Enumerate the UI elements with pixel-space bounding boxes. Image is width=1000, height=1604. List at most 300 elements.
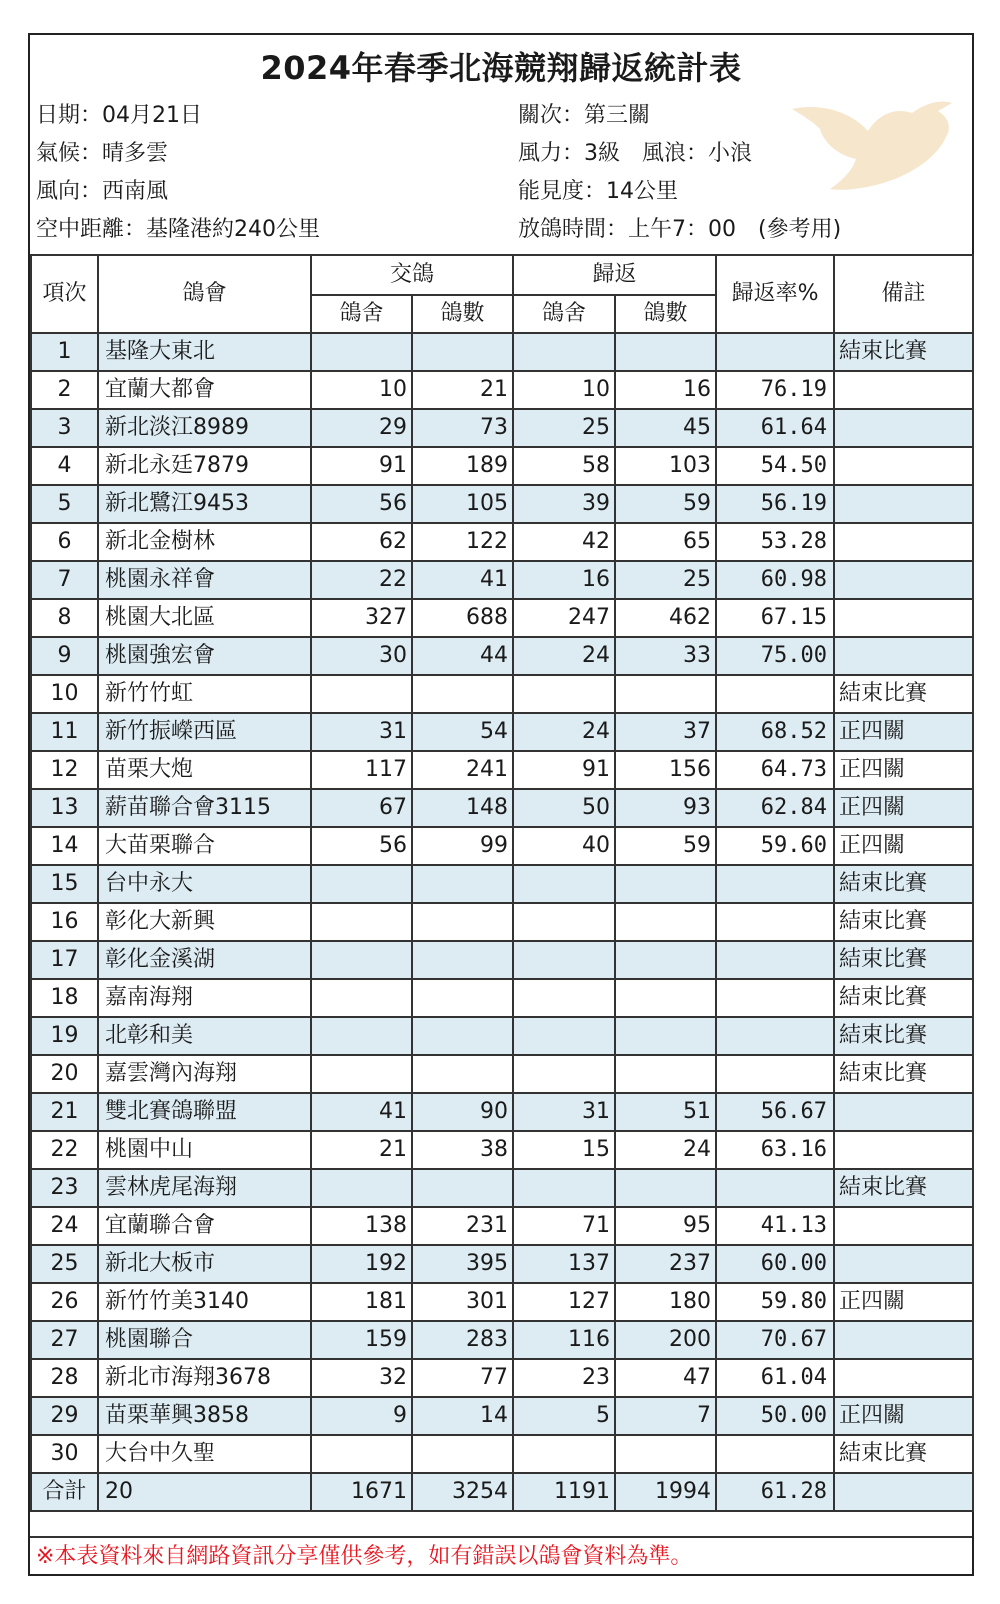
row-returned-birds: 7 [615, 1397, 716, 1435]
table-row [31, 789, 973, 827]
table-row [31, 1321, 973, 1359]
row-returned-birds: 156 [615, 751, 716, 789]
header-returned: 歸返 [513, 255, 716, 295]
header-rate: 歸返率% [716, 255, 834, 333]
row-returned-lofts [513, 1055, 615, 1093]
table-row [31, 979, 973, 1017]
table-row [31, 1245, 973, 1283]
row-sent-lofts: 32 [311, 1359, 412, 1397]
total-rate: 61.28 [716, 1473, 834, 1511]
row-sent-lofts: 21 [311, 1131, 412, 1169]
row-returned-birds: 93 [615, 789, 716, 827]
row-returned-birds: 45 [615, 409, 716, 447]
row-sent-lofts: 29 [311, 409, 412, 447]
row-sent-lofts: 327 [311, 599, 412, 637]
total-label: 合計 [31, 1473, 98, 1511]
row-note [834, 1207, 973, 1245]
row-index: 26 [31, 1283, 98, 1321]
table-row [31, 827, 973, 865]
row-rate: 56.67 [716, 1093, 834, 1131]
total-sent-lofts: 1671 [311, 1473, 412, 1511]
row-index: 21 [31, 1093, 98, 1131]
row-sent-birds: 77 [412, 1359, 513, 1397]
table-row [31, 865, 973, 903]
row-club: 桃園大北區 [98, 599, 311, 637]
table-row [31, 409, 973, 447]
row-sent-lofts [311, 675, 412, 713]
header-sent-birds: 鴿數 [412, 295, 513, 333]
row-index: 16 [31, 903, 98, 941]
row-sent-birds: 395 [412, 1245, 513, 1283]
row-returned-lofts: 24 [513, 713, 615, 751]
row-sent-birds: 90 [412, 1093, 513, 1131]
row-returned-lofts: 42 [513, 523, 615, 561]
row-club: 桃園永祥會 [98, 561, 311, 599]
row-note: 結束比賽 [834, 333, 973, 371]
row-sent-lofts [311, 1055, 412, 1093]
returns-table [30, 254, 974, 1512]
row-returned-lofts: 23 [513, 1359, 615, 1397]
row-sent-birds: 688 [412, 599, 513, 637]
row-sent-birds: 148 [412, 789, 513, 827]
row-sent-birds [412, 675, 513, 713]
row-sent-lofts: 91 [311, 447, 412, 485]
row-rate: 60.00 [716, 1245, 834, 1283]
row-sent-lofts [311, 865, 412, 903]
row-rate: 75.00 [716, 637, 834, 675]
row-club: 新竹竹虹 [98, 675, 311, 713]
row-returned-birds: 37 [615, 713, 716, 751]
table-row [31, 371, 973, 409]
table-row [31, 1435, 973, 1473]
table-row [31, 941, 973, 979]
row-rate: 64.73 [716, 751, 834, 789]
row-returned-birds [615, 1169, 716, 1207]
row-returned-lofts: 127 [513, 1283, 615, 1321]
row-note: 結束比賽 [834, 903, 973, 941]
row-returned-birds [615, 1435, 716, 1473]
row-rate: 50.00 [716, 1397, 834, 1435]
row-returned-birds: 237 [615, 1245, 716, 1283]
row-note [834, 599, 973, 637]
info-visibility: 能見度：14公里 [518, 179, 678, 204]
row-rate [716, 675, 834, 713]
row-club: 新北金樹林 [98, 523, 311, 561]
row-sent-lofts: 41 [311, 1093, 412, 1131]
table-row [31, 1131, 973, 1169]
row-returned-birds [615, 941, 716, 979]
table-row [31, 1017, 973, 1055]
row-sent-lofts: 159 [311, 1321, 412, 1359]
row-returned-birds: 200 [615, 1321, 716, 1359]
row-note [834, 371, 973, 409]
table-row [31, 333, 973, 371]
row-returned-lofts: 58 [513, 447, 615, 485]
row-returned-lofts: 71 [513, 1207, 615, 1245]
table-row [31, 751, 973, 789]
row-returned-birds [615, 675, 716, 713]
row-index: 2 [31, 371, 98, 409]
row-note: 正四關 [834, 1397, 973, 1435]
row-rate: 61.04 [716, 1359, 834, 1397]
row-club: 桃園強宏會 [98, 637, 311, 675]
row-rate: 60.98 [716, 561, 834, 599]
row-club: 新北鷺江9453 [98, 485, 311, 523]
row-index: 28 [31, 1359, 98, 1397]
row-rate [716, 903, 834, 941]
row-club: 台中永大 [98, 865, 311, 903]
row-returned-lofts [513, 1017, 615, 1055]
row-sent-birds: 99 [412, 827, 513, 865]
total-returned-birds: 1994 [615, 1473, 716, 1511]
row-sent-birds [412, 979, 513, 1017]
row-returned-birds: 16 [615, 371, 716, 409]
row-sent-lofts: 192 [311, 1245, 412, 1283]
row-sent-lofts: 30 [311, 637, 412, 675]
info-distance: 空中距離：基隆港約240公里 [36, 217, 320, 242]
row-club: 嘉南海翔 [98, 979, 311, 1017]
row-index: 13 [31, 789, 98, 827]
row-index: 30 [31, 1435, 98, 1473]
row-note: 結束比賽 [834, 1169, 973, 1207]
row-note [834, 409, 973, 447]
row-returned-birds: 33 [615, 637, 716, 675]
row-returned-birds: 25 [615, 561, 716, 599]
table-body [31, 333, 973, 1473]
row-sent-birds [412, 903, 513, 941]
row-rate: 59.80 [716, 1283, 834, 1321]
row-index: 6 [31, 523, 98, 561]
row-sent-birds [412, 1055, 513, 1093]
header-sent: 交鴿 [311, 255, 513, 295]
row-returned-birds: 51 [615, 1093, 716, 1131]
row-note: 結束比賽 [834, 675, 973, 713]
row-rate: 61.64 [716, 409, 834, 447]
row-sent-birds [412, 865, 513, 903]
row-returned-birds: 180 [615, 1283, 716, 1321]
row-sent-lofts: 67 [311, 789, 412, 827]
row-index: 20 [31, 1055, 98, 1093]
row-index: 19 [31, 1017, 98, 1055]
row-sent-birds: 21 [412, 371, 513, 409]
row-rate [716, 865, 834, 903]
row-club: 彰化金溪湖 [98, 941, 311, 979]
row-returned-lofts [513, 333, 615, 371]
row-index: 9 [31, 637, 98, 675]
disclaimer-note: ※本表資料來自網路資訊分享僅供參考，如有錯誤以鴿會資料為準。 [30, 1536, 972, 1574]
row-note [834, 561, 973, 599]
row-sent-birds: 231 [412, 1207, 513, 1245]
total-row [31, 1473, 973, 1511]
row-index: 7 [31, 561, 98, 599]
row-index: 27 [31, 1321, 98, 1359]
row-sent-lofts: 181 [311, 1283, 412, 1321]
row-returned-birds [615, 1055, 716, 1093]
row-note: 結束比賽 [834, 1055, 973, 1093]
row-sent-birds [412, 1435, 513, 1473]
table-row [31, 1207, 973, 1245]
row-club: 新竹振嶸西區 [98, 713, 311, 751]
total-sent-birds: 3254 [412, 1473, 513, 1511]
row-index: 23 [31, 1169, 98, 1207]
row-sent-lofts: 56 [311, 827, 412, 865]
row-returned-birds: 24 [615, 1131, 716, 1169]
row-returned-birds: 47 [615, 1359, 716, 1397]
row-note [834, 637, 973, 675]
row-returned-birds: 103 [615, 447, 716, 485]
table-row [31, 713, 973, 751]
row-sent-birds: 122 [412, 523, 513, 561]
header-index: 項次 [31, 255, 98, 333]
row-index: 15 [31, 865, 98, 903]
header-returned-birds: 鴿數 [615, 295, 716, 333]
row-note [834, 523, 973, 561]
row-club: 嘉雲灣內海翔 [98, 1055, 311, 1093]
info-weather: 氣候：晴多雲 [36, 141, 169, 166]
row-sent-birds: 41 [412, 561, 513, 599]
row-returned-lofts: 40 [513, 827, 615, 865]
row-rate [716, 1017, 834, 1055]
row-rate: 62.84 [716, 789, 834, 827]
row-club: 新北市海翔3678 [98, 1359, 311, 1397]
table-row [31, 1359, 973, 1397]
row-returned-birds: 65 [615, 523, 716, 561]
row-returned-lofts [513, 941, 615, 979]
header-club: 鴿會 [98, 255, 311, 333]
table-row [31, 485, 973, 523]
row-returned-lofts [513, 1169, 615, 1207]
row-sent-birds: 44 [412, 637, 513, 675]
row-returned-lofts: 116 [513, 1321, 615, 1359]
row-sent-lofts [311, 941, 412, 979]
row-returned-lofts: 15 [513, 1131, 615, 1169]
row-sent-birds: 73 [412, 409, 513, 447]
row-returned-lofts: 25 [513, 409, 615, 447]
row-index: 18 [31, 979, 98, 1017]
row-note: 正四關 [834, 827, 973, 865]
row-rate: 59.60 [716, 827, 834, 865]
row-returned-lofts: 24 [513, 637, 615, 675]
info-wind: 風力：3級 風浪：小浪 [518, 141, 752, 166]
table-row [31, 675, 973, 713]
header-note: 備註 [834, 255, 973, 333]
table-row [31, 599, 973, 637]
total-club-count: 20 [98, 1473, 311, 1511]
row-returned-lofts: 50 [513, 789, 615, 827]
row-index: 12 [31, 751, 98, 789]
row-sent-birds: 301 [412, 1283, 513, 1321]
statistics-sheet [28, 33, 974, 1576]
table-row [31, 1397, 973, 1435]
page-title: 2024年春季北海競翔歸返統計表 [260, 49, 742, 87]
info-date: 日期：04月21日 [36, 103, 202, 128]
row-returned-lofts: 247 [513, 599, 615, 637]
row-rate: 70.67 [716, 1321, 834, 1359]
table-row [31, 637, 973, 675]
row-rate: 41.13 [716, 1207, 834, 1245]
row-sent-lofts: 62 [311, 523, 412, 561]
row-sent-lofts [311, 979, 412, 1017]
row-rate [716, 333, 834, 371]
row-returned-birds [615, 903, 716, 941]
row-index: 11 [31, 713, 98, 751]
row-club: 基隆大東北 [98, 333, 311, 371]
row-index: 29 [31, 1397, 98, 1435]
row-returned-lofts: 5 [513, 1397, 615, 1435]
row-sent-lofts: 117 [311, 751, 412, 789]
row-sent-lofts: 31 [311, 713, 412, 751]
row-note [834, 485, 973, 523]
row-rate: 54.50 [716, 447, 834, 485]
row-sent-lofts: 22 [311, 561, 412, 599]
row-note [834, 1131, 973, 1169]
row-returned-lofts: 91 [513, 751, 615, 789]
row-note: 正四關 [834, 751, 973, 789]
row-rate: 56.19 [716, 485, 834, 523]
row-index: 17 [31, 941, 98, 979]
table-row [31, 1055, 973, 1093]
row-returned-birds [615, 979, 716, 1017]
table-row [31, 523, 973, 561]
row-note: 結束比賽 [834, 865, 973, 903]
row-sent-lofts: 56 [311, 485, 412, 523]
table-row [31, 1283, 973, 1321]
row-rate: 68.52 [716, 713, 834, 751]
row-club: 新北永廷7879 [98, 447, 311, 485]
row-club: 彰化大新興 [98, 903, 311, 941]
row-rate [716, 1169, 834, 1207]
table-row [31, 561, 973, 599]
row-sent-lofts [311, 333, 412, 371]
row-club: 桃園中山 [98, 1131, 311, 1169]
row-sent-birds [412, 1169, 513, 1207]
row-index: 14 [31, 827, 98, 865]
row-rate: 76.19 [716, 371, 834, 409]
row-sent-birds: 283 [412, 1321, 513, 1359]
row-returned-birds: 59 [615, 827, 716, 865]
row-note: 結束比賽 [834, 941, 973, 979]
row-note: 結束比賽 [834, 1017, 973, 1055]
row-returned-lofts [513, 865, 615, 903]
row-returned-birds [615, 333, 716, 371]
row-club: 大台中久聖 [98, 1435, 311, 1473]
row-sent-birds: 14 [412, 1397, 513, 1435]
row-sent-birds: 105 [412, 485, 513, 523]
row-returned-lofts [513, 1435, 615, 1473]
table-row [31, 903, 973, 941]
row-returned-birds: 462 [615, 599, 716, 637]
row-club: 薪苗聯合會3115 [98, 789, 311, 827]
row-returned-lofts: 31 [513, 1093, 615, 1131]
row-club: 苗栗大炮 [98, 751, 311, 789]
row-note: 結束比賽 [834, 1435, 973, 1473]
row-index: 25 [31, 1245, 98, 1283]
table-row [31, 1169, 973, 1207]
table-row [31, 1093, 973, 1131]
row-sent-birds [412, 333, 513, 371]
row-returned-birds: 95 [615, 1207, 716, 1245]
row-returned-lofts [513, 979, 615, 1017]
row-index: 22 [31, 1131, 98, 1169]
row-sent-lofts [311, 1435, 412, 1473]
total-note [834, 1473, 973, 1511]
row-sent-birds: 241 [412, 751, 513, 789]
row-index: 24 [31, 1207, 98, 1245]
row-note: 結束比賽 [834, 979, 973, 1017]
row-note [834, 1093, 973, 1131]
row-sent-lofts: 9 [311, 1397, 412, 1435]
row-returned-lofts [513, 675, 615, 713]
row-club: 雙北賽鴿聯盟 [98, 1093, 311, 1131]
row-club: 新竹竹美3140 [98, 1283, 311, 1321]
row-sent-birds [412, 1017, 513, 1055]
dove-watermark-icon [790, 93, 970, 193]
row-rate [716, 1435, 834, 1473]
row-index: 5 [31, 485, 98, 523]
header-sent-lofts: 鴿舍 [311, 295, 412, 333]
row-note [834, 1359, 973, 1397]
row-club: 宜蘭聯合會 [98, 1207, 311, 1245]
row-index: 3 [31, 409, 98, 447]
row-sent-birds: 38 [412, 1131, 513, 1169]
row-rate: 53.28 [716, 523, 834, 561]
row-club: 新北大板市 [98, 1245, 311, 1283]
header-returned-lofts: 鴿舍 [513, 295, 615, 333]
row-note [834, 1245, 973, 1283]
row-returned-birds [615, 1017, 716, 1055]
row-sent-birds [412, 941, 513, 979]
row-index: 10 [31, 675, 98, 713]
row-sent-lofts: 138 [311, 1207, 412, 1245]
row-returned-lofts: 39 [513, 485, 615, 523]
row-rate [716, 941, 834, 979]
row-sent-lofts [311, 903, 412, 941]
row-sent-birds: 54 [412, 713, 513, 751]
table-row [31, 447, 973, 485]
row-rate: 63.16 [716, 1131, 834, 1169]
row-returned-lofts [513, 903, 615, 941]
row-sent-lofts: 10 [311, 371, 412, 409]
row-index: 8 [31, 599, 98, 637]
row-returned-lofts: 10 [513, 371, 615, 409]
row-club: 苗栗華興3858 [98, 1397, 311, 1435]
row-rate [716, 1055, 834, 1093]
row-rate [716, 979, 834, 1017]
row-index: 1 [31, 333, 98, 371]
row-sent-lofts [311, 1017, 412, 1055]
row-rate: 67.15 [716, 599, 834, 637]
row-sent-lofts [311, 1169, 412, 1207]
row-returned-birds: 59 [615, 485, 716, 523]
row-returned-lofts: 16 [513, 561, 615, 599]
row-club: 雲林虎尾海翔 [98, 1169, 311, 1207]
row-club: 北彰和美 [98, 1017, 311, 1055]
row-sent-birds: 189 [412, 447, 513, 485]
row-club: 宜蘭大都會 [98, 371, 311, 409]
row-returned-lofts: 137 [513, 1245, 615, 1283]
row-note [834, 447, 973, 485]
row-note: 正四關 [834, 789, 973, 827]
row-returned-birds [615, 865, 716, 903]
info-wind-direction: 風向：西南風 [36, 179, 169, 204]
row-note: 正四關 [834, 1283, 973, 1321]
info-stage: 關次：第三關 [518, 103, 651, 128]
row-club: 新北淡江8989 [98, 409, 311, 447]
row-club: 大苗栗聯合 [98, 827, 311, 865]
row-note [834, 1321, 973, 1359]
total-returned-lofts: 1191 [513, 1473, 615, 1511]
row-note: 正四關 [834, 713, 973, 751]
